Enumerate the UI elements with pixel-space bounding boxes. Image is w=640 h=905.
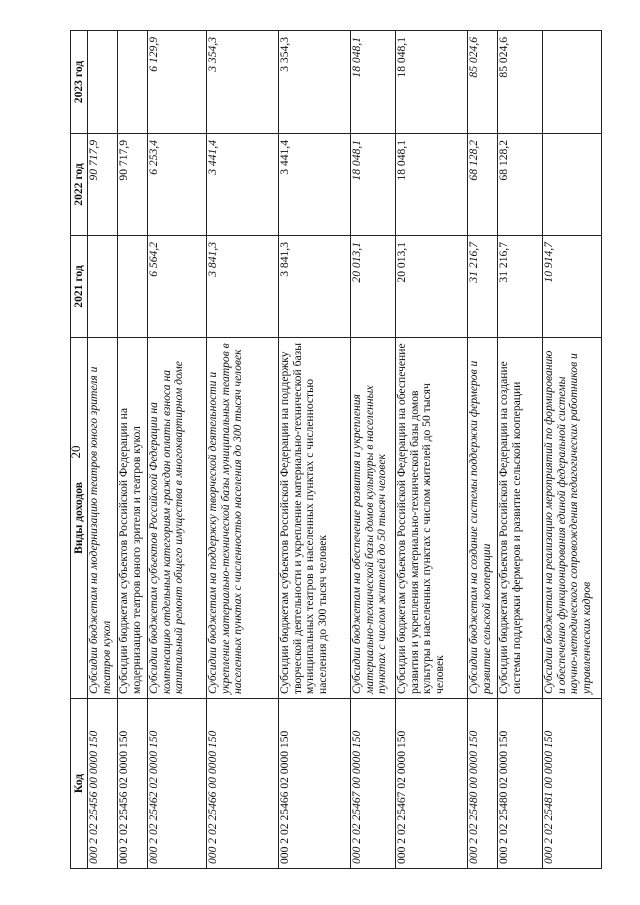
row-revenue-type: Субсидии бюджетам субъектов Российской Федерации на модернизацию театров юного зрителя и театров кукол [118,338,148,699]
row-value-2023: 18 048,1 [351,31,396,134]
row-code: 000 2 02 25467 02 0000 150 [396,699,468,869]
row-value-2022: 68 128,2 [468,134,498,236]
table-row [498,31,543,869]
header-code: Код [71,699,88,869]
row-code: 000 2 02 25481 00 0000 150 [543,699,602,869]
header-revenue-type: Виды доходов [71,338,88,699]
table-row [468,31,498,869]
row-revenue-type: Субсидии бюджетам субъектов Российской Федерации на поддержку творческой деятельности и укрепление материально-технической базы муниципальных театров в населенных пунктах с численностью населения до 300 тысяч человек [279,338,351,699]
row-code: 000 2 02 25456 02 0000 150 [118,699,148,869]
row-value-2022: 90 717,9 [118,134,148,236]
row-value-2021 [118,236,148,338]
row-code: 000 2 02 25480 02 0000 150 [498,699,543,869]
table-header-row [71,31,88,869]
row-value-2022: 3 441,4 [279,134,351,236]
table-row [351,31,396,869]
row-value-2021 [88,236,118,338]
table-row [543,31,602,869]
row-value-2023: 85 024,6 [468,31,498,134]
table-row [207,31,279,869]
table-row [88,31,118,869]
header-2021: 2021 год [71,236,88,338]
row-value-2022: 18 048,1 [396,134,468,236]
row-revenue-type: Субсидии бюджетам субъектов Российской Федерации на компенсацию отдельным категориям граждан оплаты взноса на капитальный ремонт общего имущества в многоквартирном доме [148,338,207,699]
row-value-2022: 68 128,2 [498,134,543,236]
row-value-2021: 6 564,2 [148,236,207,338]
row-value-2021: 20 013,1 [351,236,396,338]
row-revenue-type: Субсидии бюджетам на создание системы поддержки фермеров и развитие сельской кооперации [468,338,498,699]
row-value-2021: 3 841,3 [207,236,279,338]
row-revenue-type: Субсидии бюджетам на модернизацию театров юного зрителя и театров кукол [88,338,118,699]
row-revenue-type: Субсидии бюджетам на реализацию мероприятий по формированию и обеспечению функционирования единой федеральной системы научно-методического сопровождения педагогических работников и управленческих кадров [543,338,602,699]
row-value-2023: 85 024,6 [498,31,543,134]
table-row [279,31,351,869]
row-value-2023 [543,31,602,134]
table-row [148,31,207,869]
row-value-2022: 6 253,4 [148,134,207,236]
row-code: 000 2 02 25480 00 0000 150 [468,699,498,869]
row-value-2023: 3 354,3 [207,31,279,134]
row-value-2021: 10 914,7 [543,236,602,338]
row-revenue-type: Субсидии бюджетам субъектов Российской Федерации на создание системы поддержки фермеров и развитие сельской кооперации [498,338,543,699]
row-value-2023: 3 354,3 [279,31,351,134]
revenue-table-wrapper [70,31,593,869]
revenue-table [70,30,602,869]
table-row [118,31,148,869]
row-code: 000 2 02 25466 02 0000 150 [279,699,351,869]
row-value-2022 [543,134,602,236]
row-value-2021: 3 841,3 [279,236,351,338]
row-value-2021: 20 013,1 [396,236,468,338]
row-value-2022: 90 717,9 [88,134,118,236]
table-body [88,31,602,869]
row-value-2022: 3 441,4 [207,134,279,236]
row-revenue-type: Субсидии бюджетам субъектов Российской Федерации на обеспечение развития и укрепления материально-технической базы домов культуры в населенных пунктах с числом жителей до 50 тысяч человек [396,338,468,699]
row-value-2023: 6 129,9 [148,31,207,134]
table-row [396,31,468,869]
row-code: 000 2 02 25456 00 0000 150 [88,699,118,869]
row-value-2023 [88,31,118,134]
row-revenue-type: Субсидии бюджетам на поддержку творческой деятельности и укрепление материально-технической базы муниципальных театров в населенных пунктах с численностью населения до 300 тысяч человек [207,338,279,699]
row-value-2022: 18 048,1 [351,134,396,236]
row-value-2023 [118,31,148,134]
header-2022: 2022 год [71,134,88,236]
row-code: 000 2 02 25462 02 0000 150 [148,699,207,869]
row-revenue-type: Субсидии бюджетам на обеспечение развития и укрепления материально-технической базы домов культуры в населенных пунктах с числом жителей до 50 тысяч человек [351,338,396,699]
row-code: 000 2 02 25466 00 0000 150 [207,699,279,869]
page-number: 20 [68,445,83,459]
row-value-2021: 31 216,7 [468,236,498,338]
row-value-2021: 31 216,7 [498,236,543,338]
header-2023: 2023 год [71,31,88,134]
row-value-2023: 18 048,1 [396,31,468,134]
row-code: 000 2 02 25467 00 0000 150 [351,699,396,869]
